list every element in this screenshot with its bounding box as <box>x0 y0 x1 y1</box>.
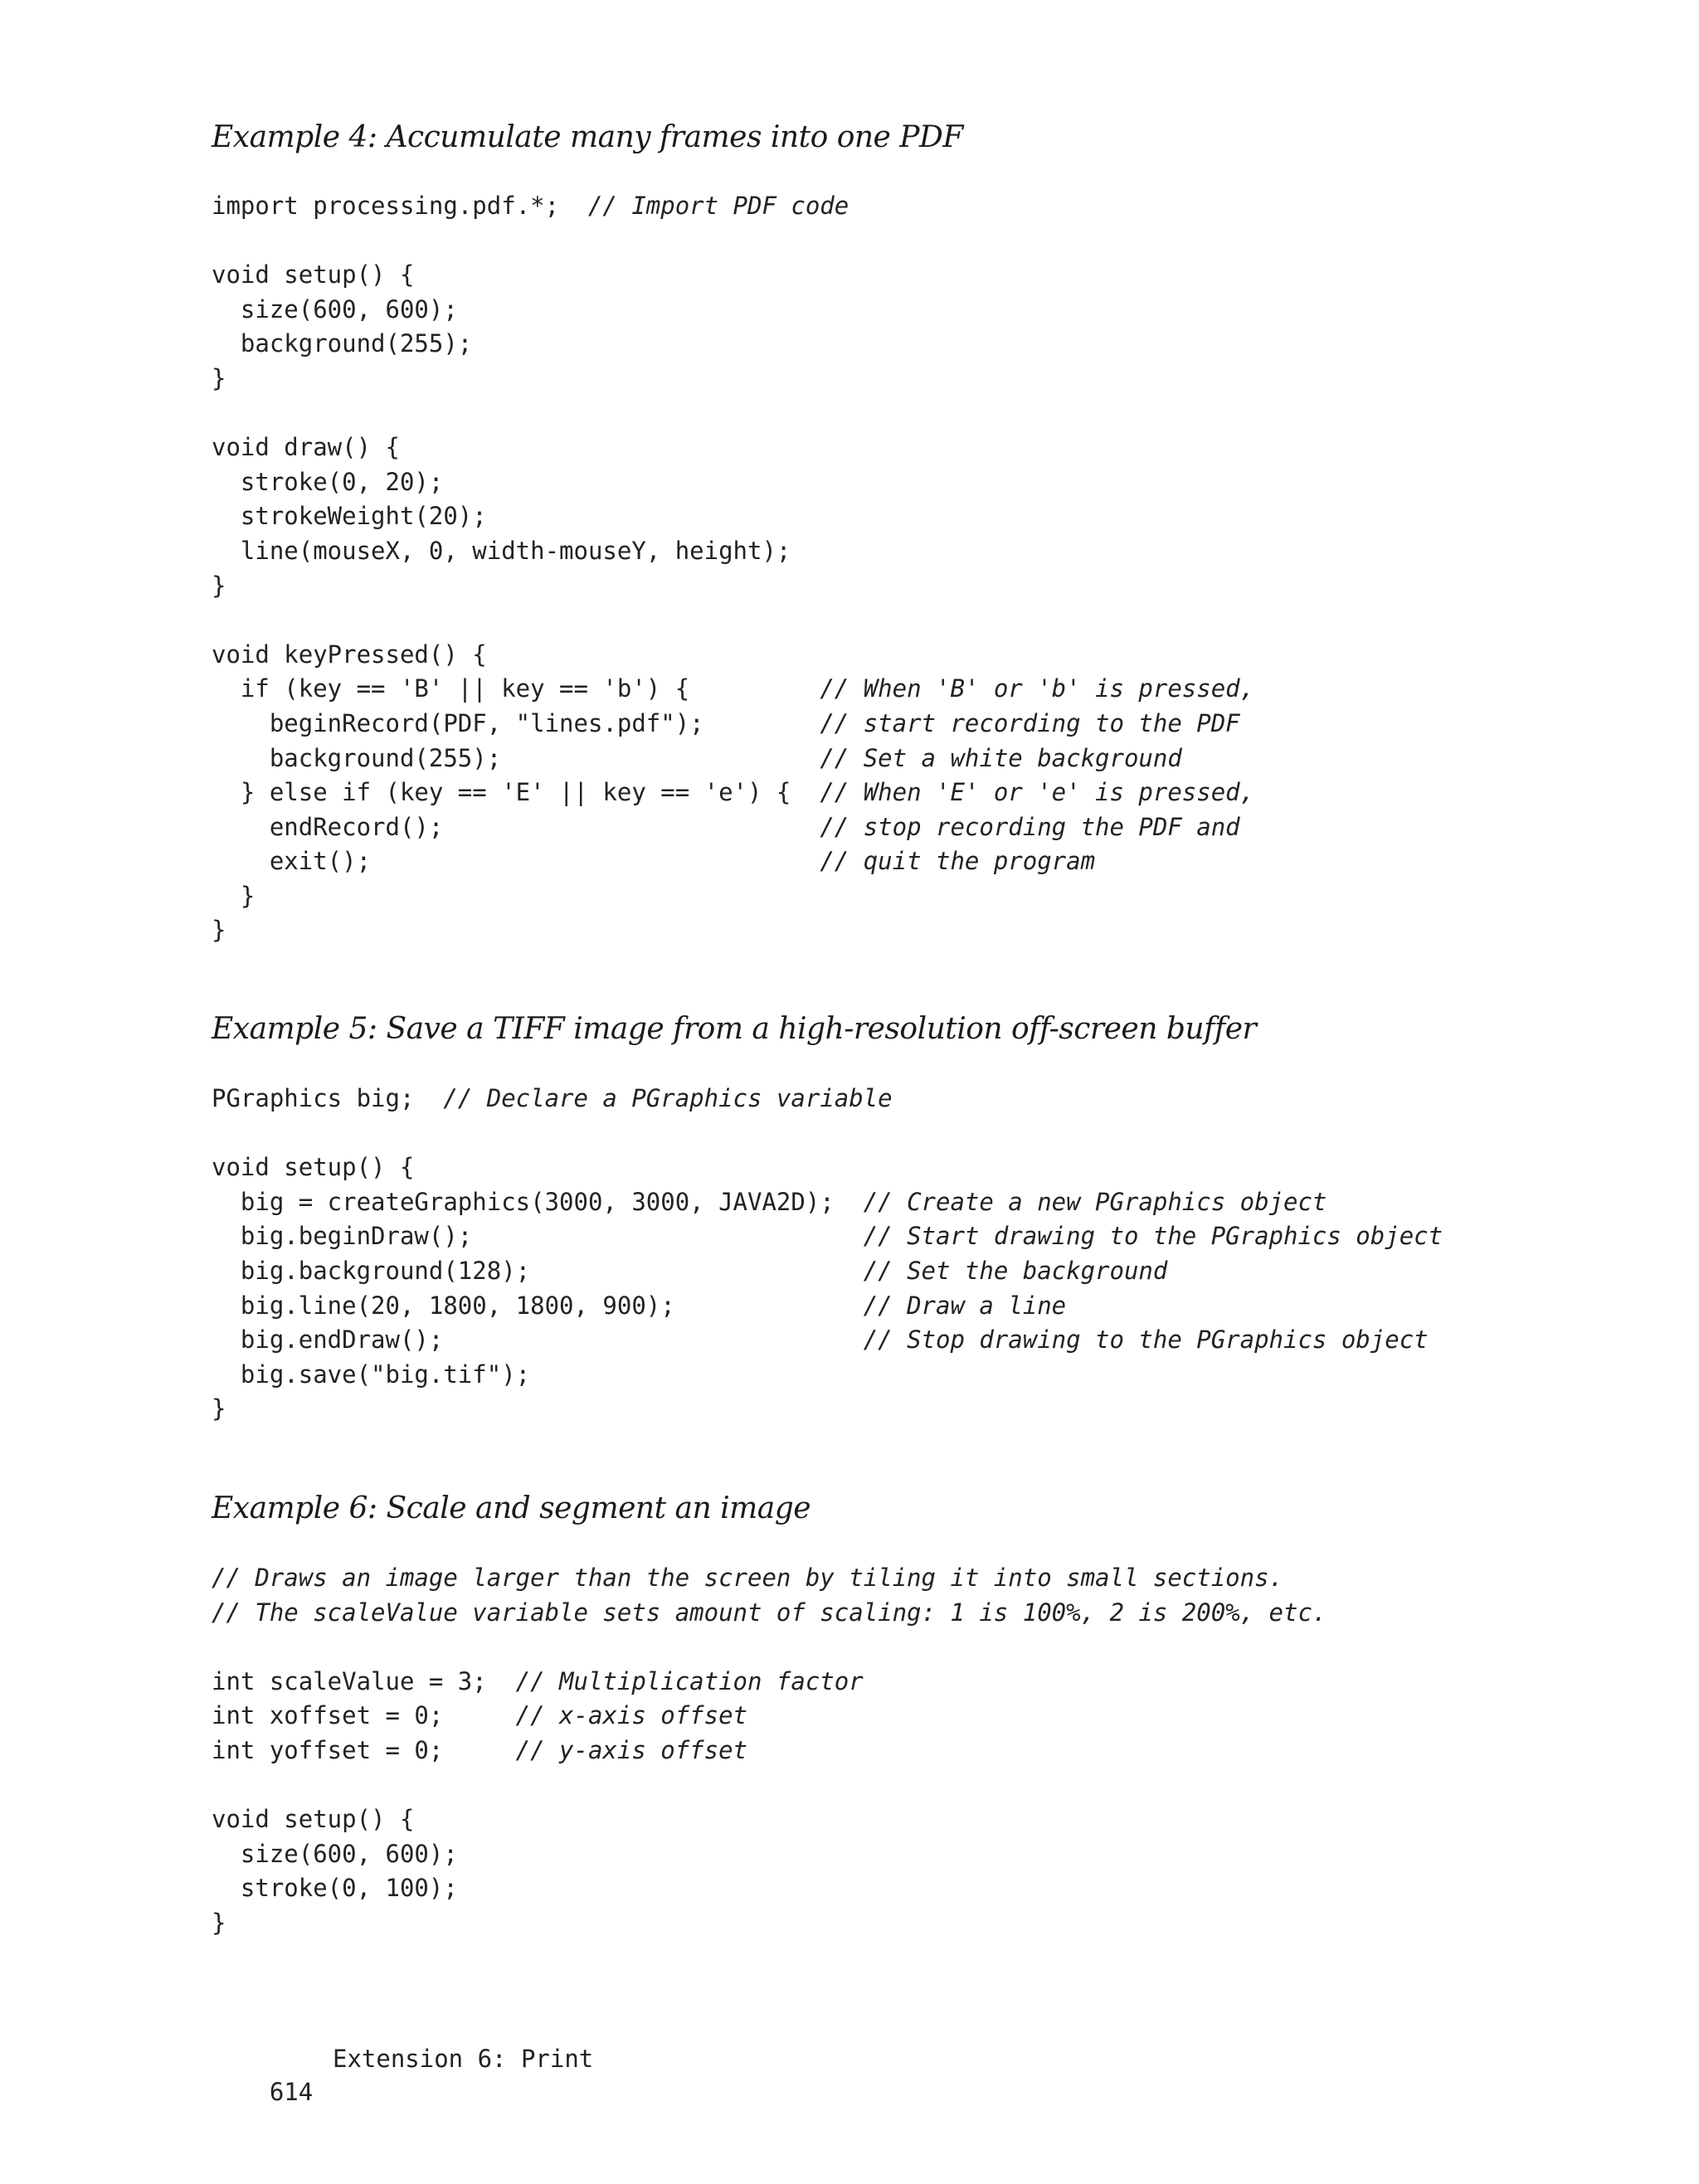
code-line <box>212 844 1254 879</box>
code-comment: // Draws an image larger than the screen by tiling it into small sections. <box>212 1564 1284 1592</box>
code-comment: // Multiplication factor <box>515 1666 864 1695</box>
example-6-code-block <box>212 1561 1327 1941</box>
code-line <box>212 258 1254 293</box>
code-line <box>212 1630 1327 1665</box>
code-text: stroke(0, 100); <box>212 1874 458 1903</box>
code-text: int scaleValue = 3; <box>212 1666 516 1695</box>
code-text: PGraphics big; <box>212 1084 444 1112</box>
code-comment: // The scaleValue variable sets amount of scaling: 1 is 100%, 2 is 200%, etc. <box>212 1598 1327 1627</box>
code-comment: // Import PDF code <box>587 192 850 220</box>
code-text: big.beginDraw(); <box>212 1222 864 1251</box>
code-line <box>212 1082 1443 1116</box>
code-line <box>212 465 1254 500</box>
code-comment: // Declare a PGraphics variable <box>443 1084 893 1112</box>
code-line <box>212 1699 1327 1734</box>
example-5-code-block <box>212 1082 1443 1427</box>
code-line <box>212 1289 1443 1324</box>
section-title: Extension 6: Print <box>333 2045 594 2073</box>
example-6-heading: Example 6: Scale and segment an image <box>212 1491 811 1525</box>
code-line <box>212 1802 1327 1837</box>
code-line <box>212 707 1254 742</box>
code-line <box>212 1906 1327 1941</box>
code-text: big.save("big.tif"); <box>212 1360 531 1389</box>
code-text: int yoffset = 0; <box>212 1735 516 1764</box>
code-line <box>212 1358 1443 1393</box>
code-text: if (key == 'B' || key == 'b') { <box>212 674 820 703</box>
code-line <box>212 1734 1327 1768</box>
example-4-code-block <box>212 189 1254 948</box>
code-line <box>212 499 1254 534</box>
code-comment: // Stop drawing to the PGraphics object <box>863 1325 1429 1355</box>
code-comment: // Draw a line <box>863 1291 1067 1320</box>
code-text: } <box>212 571 226 600</box>
code-line <box>212 638 1254 673</box>
code-line <box>212 1150 1443 1185</box>
code-line <box>212 879 1254 914</box>
code-line <box>212 1596 1327 1631</box>
code-comment: // quit the program <box>820 847 1096 876</box>
code-text: background(255); <box>212 329 473 358</box>
code-line <box>212 1116 1443 1151</box>
code-line <box>212 913 1254 948</box>
code-text: import processing.pdf.*; <box>212 192 588 220</box>
code-line <box>212 1323 1443 1358</box>
code-line <box>212 293 1254 328</box>
code-line <box>212 672 1254 707</box>
code-text: background(255); <box>212 743 820 772</box>
code-comment: // Set the background <box>863 1256 1168 1285</box>
code-line <box>212 776 1254 810</box>
code-line <box>212 742 1254 776</box>
code-text: big.line(20, 1800, 1800, 900); <box>212 1291 864 1320</box>
code-text: } <box>212 1394 226 1423</box>
page-number: 614 <box>269 2078 314 2106</box>
code-line <box>212 1219 1443 1254</box>
code-line <box>212 189 1254 224</box>
code-line <box>212 430 1254 465</box>
code-text: } else if (key == 'E' || key == 'e') { <box>212 778 820 807</box>
code-text: strokeWeight(20); <box>212 502 487 531</box>
code-text: void setup() { <box>212 260 415 289</box>
code-comment: // Start drawing to the PGraphics object <box>863 1222 1443 1251</box>
code-text: line(mouseX, 0, width-mouseY, height); <box>212 536 791 565</box>
code-line <box>212 1871 1327 1906</box>
code-line <box>212 396 1254 431</box>
example-4-heading: Example 4: Accumulate many frames into one PDF <box>212 120 963 154</box>
code-line <box>212 362 1254 396</box>
code-line <box>212 1665 1327 1700</box>
code-text: endRecord(); <box>212 812 820 841</box>
code-line <box>212 1185 1443 1220</box>
code-text: stroke(0, 20); <box>212 467 444 496</box>
example-5-heading: Example 5: Save a TIFF image from a high-resolution off-screen buffer <box>212 1012 1257 1046</box>
code-text: int xoffset = 0; <box>212 1701 516 1730</box>
code-comment: // When 'B' or 'b' is pressed, <box>820 674 1255 703</box>
page-footer <box>212 2042 594 2175</box>
code-text: size(600, 600); <box>212 1839 458 1868</box>
code-text: void draw() { <box>212 433 400 462</box>
code-text: big = createGraphics(3000, 3000, JAVA2D); <box>212 1187 864 1216</box>
code-line <box>212 1561 1327 1596</box>
code-line <box>212 1837 1327 1872</box>
code-line <box>212 810 1254 845</box>
code-line <box>212 224 1254 259</box>
code-comment: // Set a white background <box>820 743 1182 772</box>
code-line <box>212 1254 1443 1289</box>
code-line <box>212 1768 1327 1803</box>
code-text: big.endDraw(); <box>212 1325 864 1355</box>
code-line <box>212 327 1254 362</box>
code-text: } <box>212 1908 226 1937</box>
code-text: } <box>212 363 226 392</box>
code-comment: // When 'E' or 'e' is pressed, <box>820 778 1255 807</box>
code-line <box>212 1392 1443 1427</box>
code-line <box>212 603 1254 638</box>
code-text: size(600, 600); <box>212 294 458 323</box>
code-line <box>212 569 1254 604</box>
code-text: } <box>212 916 226 945</box>
code-comment: // Create a new PGraphics object <box>863 1187 1327 1216</box>
code-text: void setup() { <box>212 1153 415 1182</box>
code-text: exit(); <box>212 847 820 876</box>
code-text: big.background(128); <box>212 1256 864 1285</box>
code-text: void keyPressed() { <box>212 640 487 669</box>
code-text: } <box>212 881 256 910</box>
code-line <box>212 534 1254 569</box>
code-text: beginRecord(PDF, "lines.pdf"); <box>212 708 820 737</box>
code-comment: // stop recording the PDF and <box>820 812 1240 841</box>
code-comment: // start recording to the PDF <box>820 708 1240 737</box>
code-comment: // x-axis offset <box>515 1701 748 1730</box>
code-text: void setup() { <box>212 1805 415 1834</box>
code-comment: // y-axis offset <box>515 1735 748 1764</box>
